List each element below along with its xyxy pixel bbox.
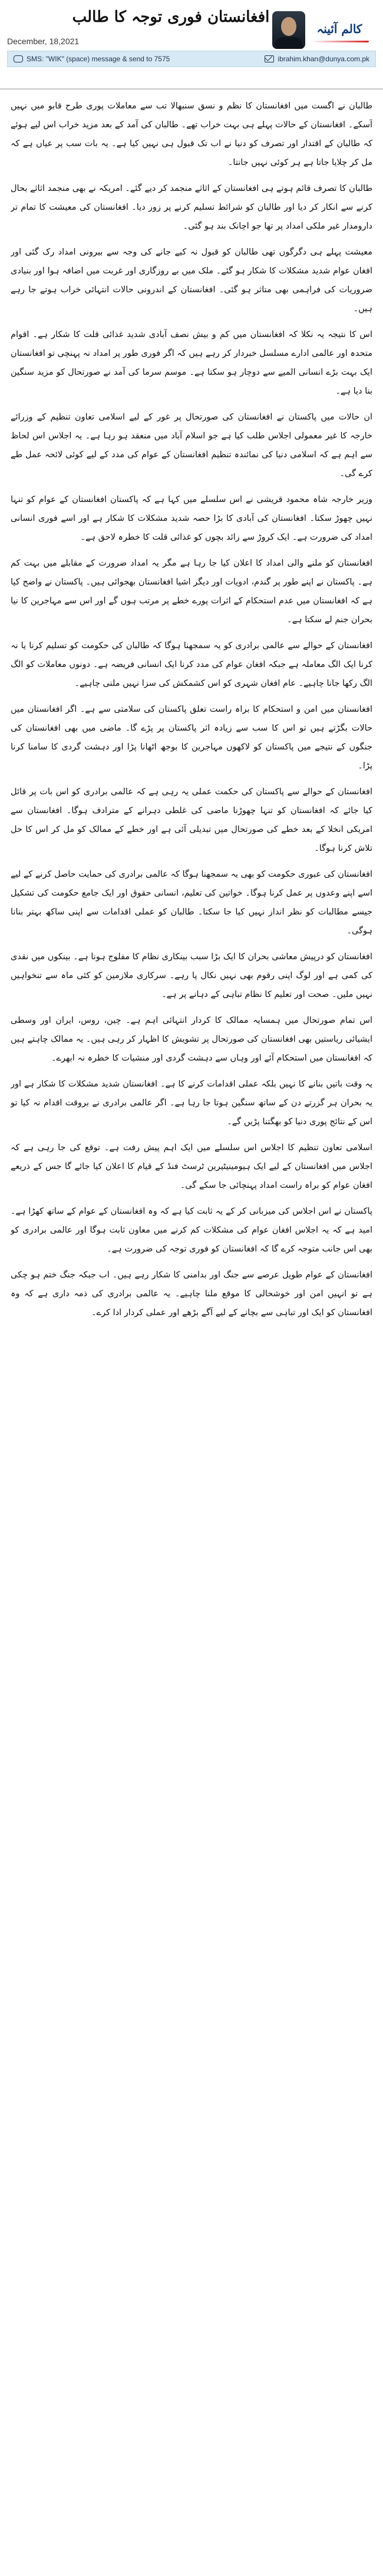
author-suit (275, 37, 303, 49)
article-paragraph: اس کا نتیجہ یہ نکلا کہ افغانستان میں کم و بیش نصف آبادی شدید غذائی قلت کا شکار ہے۔ اقوام متحدہ اور عالمی ادارے مسلسل خبردار کر رہے ہیں کہ اگر فوری طور پر امداد نہ پہنچی تو افغانستان ایک بہت بڑے انسانی المیے سے دوچار ہو سکتا ہے۔ موسم سرما کی آمد نے صورتحال کو مزید سنگین بنا دیا ہے۔ (11, 330, 372, 396)
article-paragraph: وزیر خارجہ شاہ محمود قریشی نے اس سلسلے میں کہا ہے کہ پاکستان افغانستان کے عوام کو تنہا نہیں چھوڑ سکتا۔ افغانستان کی آبادی کا بڑا حصہ شدید مشکلات کا شکار ہے اور اسے فوری انسانی امداد کی ضرورت ہے۔ ایک کروڑ سے زائد بچوں کو غذائی قلت کا خطرہ لاحق ہے۔ (11, 495, 372, 542)
article-paragraph: افغانستان کی عبوری حکومت کو بھی یہ سمجھنا ہوگا کہ عالمی برادری کی حمایت حاصل کرنے کے لیے اسے اپنے وعدوں پر عمل کرنا ہوگا۔ خواتین کی تعلیم، انسانی حقوق اور ایک جامع حکومت کی تشکیل جیسے مطالبات کو نظر انداز نہیں کیا جا سکتا۔ طالبان کو عملی اقدامات سے اپنی ساکھ بہتر بنانا ہوگی۔ (11, 870, 372, 936)
article-paragraph: طالبان کا تصرف قائم ہوتے ہی افغانستان کے اثاثے منجمد کر دیے گئے۔ امریکہ نے بھی منجمد اثاثے بحال کرنے سے انکار کر دیا اور طالبان کو شرائط تسلیم کرنے پر زور دیا۔ افغانستان کی معیشت کا تمام تر دارومدار غیر ملکی امداد پر تھا جو اچانک بند ہو گئی۔ (11, 184, 372, 231)
article-paragraph: افغانستان کے عوام طویل عرصے سے جنگ اور بدامنی کا شکار رہے ہیں۔ اب جبکہ جنگ ختم ہو چکی ہے تو انہیں امن اور خوشحالی کا موقع ملنا چاہیے۔ یہ عالمی برادری کی ذمہ داری ہے کہ وہ افغانستان کو ایک اور تباہی سے بچانے کے لیے آگے بڑھے اور عملی کردار ادا کرے۔ (11, 1270, 372, 1317)
sms-icon (14, 55, 23, 62)
newspaper-logo (304, 8, 375, 49)
sms-text: SMS: "WIK" (space) message & send to 7575 (27, 55, 170, 63)
article-paragraph: پاکستان نے اس اجلاس کی میزبانی کر کے یہ ثابت کیا ہے کہ وہ افغانستان کے عوام کے ساتھ کھڑا ہے۔ امید ہے کہ یہ اجلاس افغان عوام کی مشکلات کم کرنے میں معاون ثابت ہوگا اور عالمی برادری کو بھی اس جانب متوجہ کرے گا کہ افغانستان کو فوری توجہ کی ضرورت ہے۔ (11, 1207, 372, 1254)
article-body (11, 97, 372, 2567)
column-date: December, 18,2021 (7, 37, 80, 46)
article-paragraph: افغانستان کے حوالے سے پاکستان کی حکمت عملی یہ رہی ہے کہ عالمی برادری کو اس بات پر قائل کیا جائے کہ افغانستان کو تنہا چھوڑنا ماضی کی غلطی دہرانے کے مترادف ہوگا۔ افغانستان سے امریکی انخلا کے بعد خطے کی صورتحال میں تبدیلی آئی ہے اور خطے کے ممالک کو مل کر اس کا حل تلاش کرنا ہوگا۔ (11, 787, 372, 853)
article-paragraph: طالبان نے اگست میں افغانستان کا نظم و نسق سنبھالا تب سے معاملات پوری طرح قابو میں نہیں آسکے۔ افغانستان کے حالات پہلے ہی بہت خراب تھے۔ طالبان کی آمد کے بعد مزید خراب اس لیے ہوئے کہ طالبان کے اقتدار اور تصرف کو دنیا نے اب تک قبول ہی نہیں کیا ہے۔ یہ بات سب پر عیاں ہے کہ مل کر چلایا جاتا ہے ہر کوئی نہیں جانتا۔ (11, 101, 372, 167)
contact-bar (7, 51, 376, 67)
article-paragraph: ان حالات میں پاکستان نے افغانستان کی صورتحال پر غور کے لیے اسلامی تعاون تنظیم کے وزرائے خارجہ کا غیر معمولی اجلاس طلب کیا ہے جو اسلام آباد میں منعقد ہو رہا ہے۔ یہ اجلاس اس لحاظ سے اہم ہے کہ اسلامی دنیا کی نمائندہ تنظیم افغانستان کے عوام کی مدد کے لیے کوئی لائحہ عمل طے کرے گی۔ (11, 412, 372, 478)
article-paragraph: افغانستان کو درپیش معاشی بحران کا ایک بڑا سبب بینکاری نظام کا مفلوج ہونا ہے۔ بینکوں میں نقدی کی کمی ہے اور لوگ اپنی رقوم بھی نہیں نکال پا رہے۔ سرکاری ملازمین کو کئی ماہ سے تنخواہیں نہیں ملیں۔ صحت اور تعلیم کا نظام تباہی کے دہانے پر ہے۔ (11, 952, 372, 999)
logo-red-stroke (310, 41, 369, 42)
article-paragraph: اس تمام صورتحال میں ہمسایہ ممالک کا کردار انتہائی اہم ہے۔ چین، روس، ایران اور وسطی ایشیائی ریاستیں بھی افغانستان کی صورتحال پر تشویش کا اظہار کر رہی ہیں۔ یہ ممالک چاہتے ہیں کہ افغانستان میں استحکام آئے اور وہاں سے دہشت گردی اور منشیات کا خطرہ نہ ابھرے۔ (11, 1016, 372, 1063)
sms-info (14, 55, 170, 63)
article-paragraph: افغانستان کے حوالے سے عالمی برادری کو یہ سمجھنا ہوگا کہ طالبان کی حکومت کو تسلیم کرنا یا نہ کرنا ایک الگ معاملہ ہے جبکہ افغان عوام کی مدد کرنا ایک انسانی فریضہ ہے۔ دونوں معاملات کو الگ الگ رکھا جانا چاہیے۔ عام افغان شہری کو اس کشمکش کی سزا نہیں ملنی چاہیے۔ (11, 641, 372, 688)
article-paragraph: معیشت پہلے ہی دگرگوں تھی طالبان کو قبول نہ کیے جانے کی وجہ سے بیرونی امداد رک گئی اور افغان عوام شدید مشکلات کا شکار ہو گئے۔ ملک میں بے روزگاری اور غربت میں اضافہ ہوا اور بنیادی ضروریات کی فراہمی بھی متاثر ہو گئی۔ افغانستان کے اندرونی حالات انتہائی خراب ہوتے جا رہے ہیں۔ (11, 247, 372, 313)
column-header (0, 0, 383, 90)
mail-icon (265, 55, 274, 62)
author-portrait (272, 11, 305, 49)
article-paragraph: یہ وقت باتیں بنانے کا نہیں بلکہ عملی اقدامات کرنے کا ہے۔ افغانستان شدید مشکلات کا شکار ہے اور یہ بحران ہر گزرتے دن کے ساتھ سنگین ہوتا جا رہا ہے۔ اگر عالمی برادری نے بروقت اقدام نہ کیا تو اس کے نتائج پوری دنیا کو بھگتنا پڑیں گے۔ (11, 1079, 372, 1127)
article-paragraph: افغانستان میں امن و استحکام کا براہ راست تعلق پاکستان کی سلامتی سے ہے۔ اگر افغانستان میں حالات بگڑتے ہیں تو اس کا سب سے زیادہ اثر پاکستان پر پڑے گا۔ ماضی میں بھی افغانستان کی جنگوں کے نتیجے میں پاکستان کو لاکھوں مہاجرین کا بوجھ اٹھانا پڑا اور دہشت گردی کا سامنا کرنا پڑا۔ (11, 705, 372, 771)
author-face (281, 17, 296, 36)
article-paragraph: اسلامی تعاون تنظیم کا اجلاس اس سلسلے میں ایک اہم پیش رفت ہے۔ توقع کی جا رہی ہے کہ اجلاس میں افغانستان کے لیے ایک ہیومینیٹیرین ٹرسٹ فنڈ کے قیام کا اعلان کیا جائے گا جس کے ذریعے افغان عوام کو براہ راست امداد پہنچائی جا سکے گی۔ (11, 1143, 372, 1190)
column-title: افغانستان فوری توجہ کا طالب (72, 8, 270, 26)
email-address[interactable]: ibrahim.khan@dunya.com.pk (278, 55, 369, 63)
email-info[interactable] (265, 55, 369, 63)
logo-text: کالم آئینہ (316, 22, 362, 36)
article-paragraph: افغانستان کو ملنے والی امداد کا اعلان کیا جا رہا ہے مگر یہ امداد ضرورت کے مقابلے میں بہت کم ہے۔ پاکستان نے اپنے طور پر گندم، ادویات اور دیگر اشیا افغانستان بھجوائی ہیں۔ پاکستان نے واضح کیا ہے کہ افغانستان میں عدم استحکام کے اثرات پورے خطے پر مرتب ہوں گے اور اس سے مہاجرین کا نیا بحران جنم لے سکتا ہے۔ (11, 559, 372, 625)
